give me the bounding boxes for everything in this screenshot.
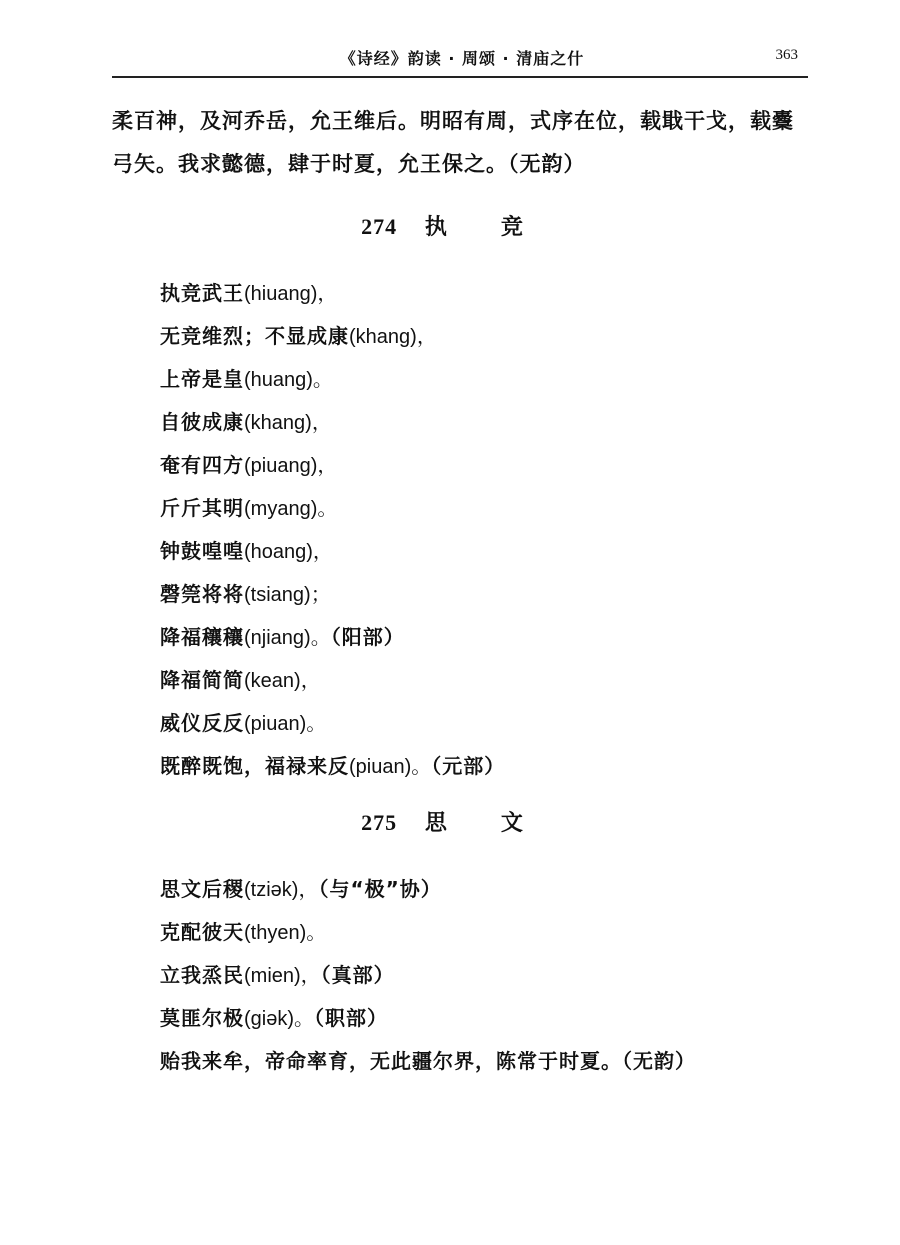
line-reading: (giək)。 <box>244 1008 315 1030</box>
poem-line <box>160 358 505 401</box>
poem-line <box>160 573 505 616</box>
line-text: 降福穰穰 <box>160 625 244 649</box>
poem-line <box>160 272 505 315</box>
line-text: 磬筦将将 <box>160 582 244 606</box>
section-title-275 <box>0 808 900 839</box>
line-reading: (kean)， <box>244 670 321 692</box>
running-title: 《诗经》韵读 · 周颂 · 清庙之什 <box>339 49 585 68</box>
line-text: 贻我来牟，帝命率育，无此疆尔界，陈常于时夏。 <box>160 1049 622 1073</box>
poem-line <box>160 745 505 788</box>
section-number: 275 <box>361 810 398 835</box>
section-title-274 <box>0 212 900 243</box>
line-reading: (mien)， <box>244 965 321 987</box>
line-text: 既醉既饱，福禄来反 <box>160 754 349 778</box>
line-text: 执竞武王 <box>160 281 244 305</box>
line-text: 自彼成康 <box>160 410 244 434</box>
intro-paragraph: 柔百神，及河乔岳，允王维后。明昭有周，式序在位，载戢干戈，载櫜弓矢。我求懿德，肆于时夏，允王保之。（无韵） <box>112 109 794 176</box>
page-header <box>112 44 808 78</box>
line-reading: (tziək)， <box>244 879 319 901</box>
section-name: 思 文 <box>424 811 539 836</box>
line-reading: (piuan)。 <box>349 756 432 778</box>
poem-275 <box>160 868 696 1083</box>
line-text: 奄有四方 <box>160 453 244 477</box>
rhyme-note: （职部） <box>314 1006 389 1030</box>
line-reading: (myang)。 <box>244 498 338 520</box>
line-text: 克配彼天 <box>160 920 244 944</box>
poem-line <box>160 868 696 911</box>
poem-274 <box>160 272 505 788</box>
line-reading: (khang)， <box>244 412 332 434</box>
poem-line <box>160 487 505 530</box>
poem-line <box>160 659 505 702</box>
rhyme-note: （真部） <box>320 963 395 987</box>
line-text: 无竞维烈；不显成康 <box>160 324 349 348</box>
line-text: 钟鼓喤喤 <box>160 539 244 563</box>
section-name: 执 竞 <box>424 215 539 240</box>
line-text: 立我烝民 <box>160 963 244 987</box>
poem-line <box>160 530 505 573</box>
section-number: 274 <box>361 214 398 239</box>
poem-line <box>160 315 505 358</box>
poem-line <box>160 954 696 997</box>
poem-line <box>160 911 696 954</box>
line-text: 威仪反反 <box>160 711 244 735</box>
line-reading: (piuan)。 <box>244 713 327 735</box>
line-reading: (hiuang)， <box>244 283 338 305</box>
rhyme-note: （与“极”协） <box>318 877 442 901</box>
poem-line <box>160 401 505 444</box>
line-text: 斤斤其明 <box>160 496 244 520</box>
rhyme-note: （元部） <box>431 754 506 778</box>
poem-line <box>160 444 505 487</box>
rhyme-note: （阳部） <box>330 625 405 649</box>
line-reading: (khang)， <box>349 326 437 348</box>
line-reading: (huang)。 <box>244 369 333 391</box>
line-reading: (hoang)， <box>244 541 333 563</box>
poem-line <box>160 616 505 659</box>
poem-line <box>160 997 696 1040</box>
rhyme-note: （无韵） <box>622 1049 696 1073</box>
line-text: 莫匪尔极 <box>160 1006 244 1030</box>
line-reading: (piuang)， <box>244 455 338 477</box>
line-reading: (tsiang)； <box>244 584 331 606</box>
line-text: 降福简简 <box>160 668 244 692</box>
line-reading: (njiang)。 <box>244 627 331 649</box>
page-number: 363 <box>775 47 798 63</box>
line-text: 思文后稷 <box>160 877 244 901</box>
line-text: 上帝是皇 <box>160 367 244 391</box>
poem-line <box>160 1040 696 1083</box>
poem-line <box>160 702 505 745</box>
line-reading: (thyen)。 <box>244 922 327 944</box>
